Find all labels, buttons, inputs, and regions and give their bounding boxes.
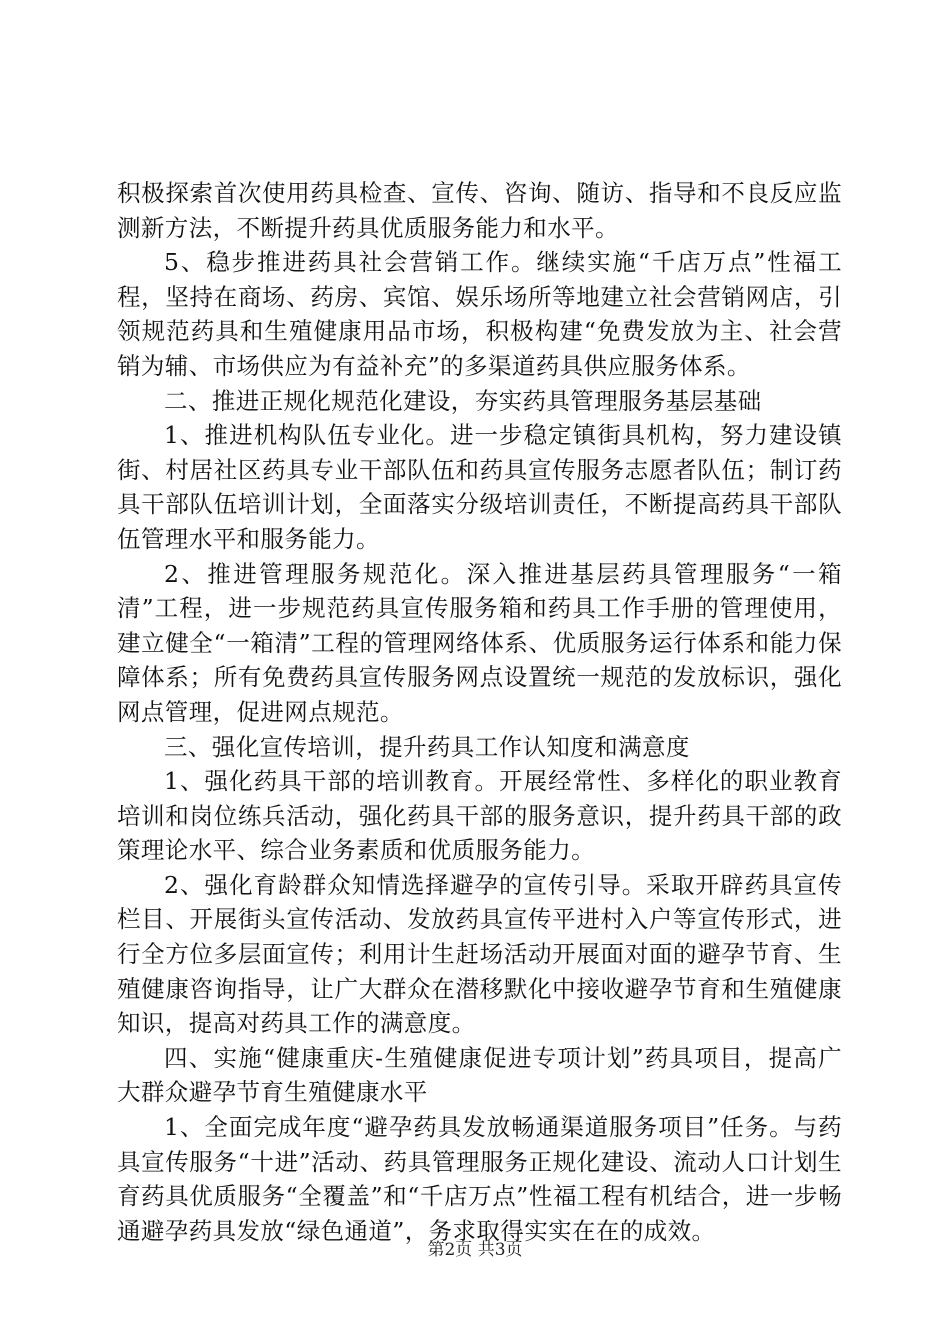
section-heading-3: 三、强化宣传培训，提升药具工作认知度和满意度 <box>164 732 690 761</box>
section-heading-2: 二、推进正规化规范化建设，夯实药具管理服务基层基础 <box>164 386 762 415</box>
paragraph-item-3-2: 2、强化育龄群众知情选择避孕的宣传引导。采取开辟药具宣传栏目、开展街头宣传活动、发放药具宣传平进村入户等宣传形式，进行全方位多层面宣传；利用计生赶场活动开展面对面的避孕节育、生殖健康咨询指导，让广大群众在潜移默化中接收避孕节育和生殖健康知识，提高对药具工作的满意度。 <box>117 870 842 1038</box>
paragraph-item-2-2: 2、推进管理服务规范化。深入推进基层药具管理服务“一箱清”工程，进一步规范药具宣传服务箱和药具工作手册的管理使用，建立健全“一箱清”工程的管理网络体系、优质服务运行体系和能力保障体系；所有免费药具宣传服务网点设置统一规范的发放标识，强化网点管理，促进网点规范。 <box>117 559 842 726</box>
page-number-label: 第2页 共3页 <box>427 1240 523 1260</box>
paragraph-item-2-1: 1、推进机构队伍专业化。进一步稳定镇街具机构，努力建设镇街、村居社区药具专业干部队伍和药具宣传服务志愿者队伍；制订药具干部队伍培训计划，全面落实分级培训责任，不断提高药具干部队伍管理水平和服务能力。 <box>117 421 842 553</box>
paragraph-item-3-1: 1、强化药具干部的培训教育。开展经常性、多样化的职业教育培训和岗位练兵活动，强化药具干部的服务意识，提升药具干部的政策理论水平、综合业务素质和优质服务能力。 <box>117 767 842 865</box>
paragraph-item-4-1: 1、全面完成年度“避孕药具发放畅通渠道服务项目”任务。与药具宣传服务“十进”活动、药具管理服务正规化建设、流动人口计划生育药具优质服务“全覆盖”和“千店万点”性福工程有机结合，进一步畅通避孕药具发放“绿色通道”，务求取得实实在在的成效。 <box>117 1113 842 1245</box>
paragraph-item-5: 5、稳步推进药具社会营销工作。继续实施“千店万点”性福工程，坚持在商场、药房、宾馆、娱乐场所等地建立社会营销网店，引领规范药具和生殖健康用品市场，积极构建“免费发放为主、社会营销为辅、市场供应为有益补充”的多渠道药具供应服务体系。 <box>117 248 842 380</box>
document-body <box>117 176 842 1248</box>
section-heading-4: 四、实施“健康重庆-生殖健康促进专项计划”药具项目，提高广大群众避孕节育生殖健康水平 <box>117 1043 842 1107</box>
page-footer <box>0 1239 950 1261</box>
paragraph-continuation: 积极探索首次使用药具检查、宣传、咨询、随访、指导和不良反应监测新方法，不断提升药具优质服务能力和水平。 <box>117 179 842 242</box>
